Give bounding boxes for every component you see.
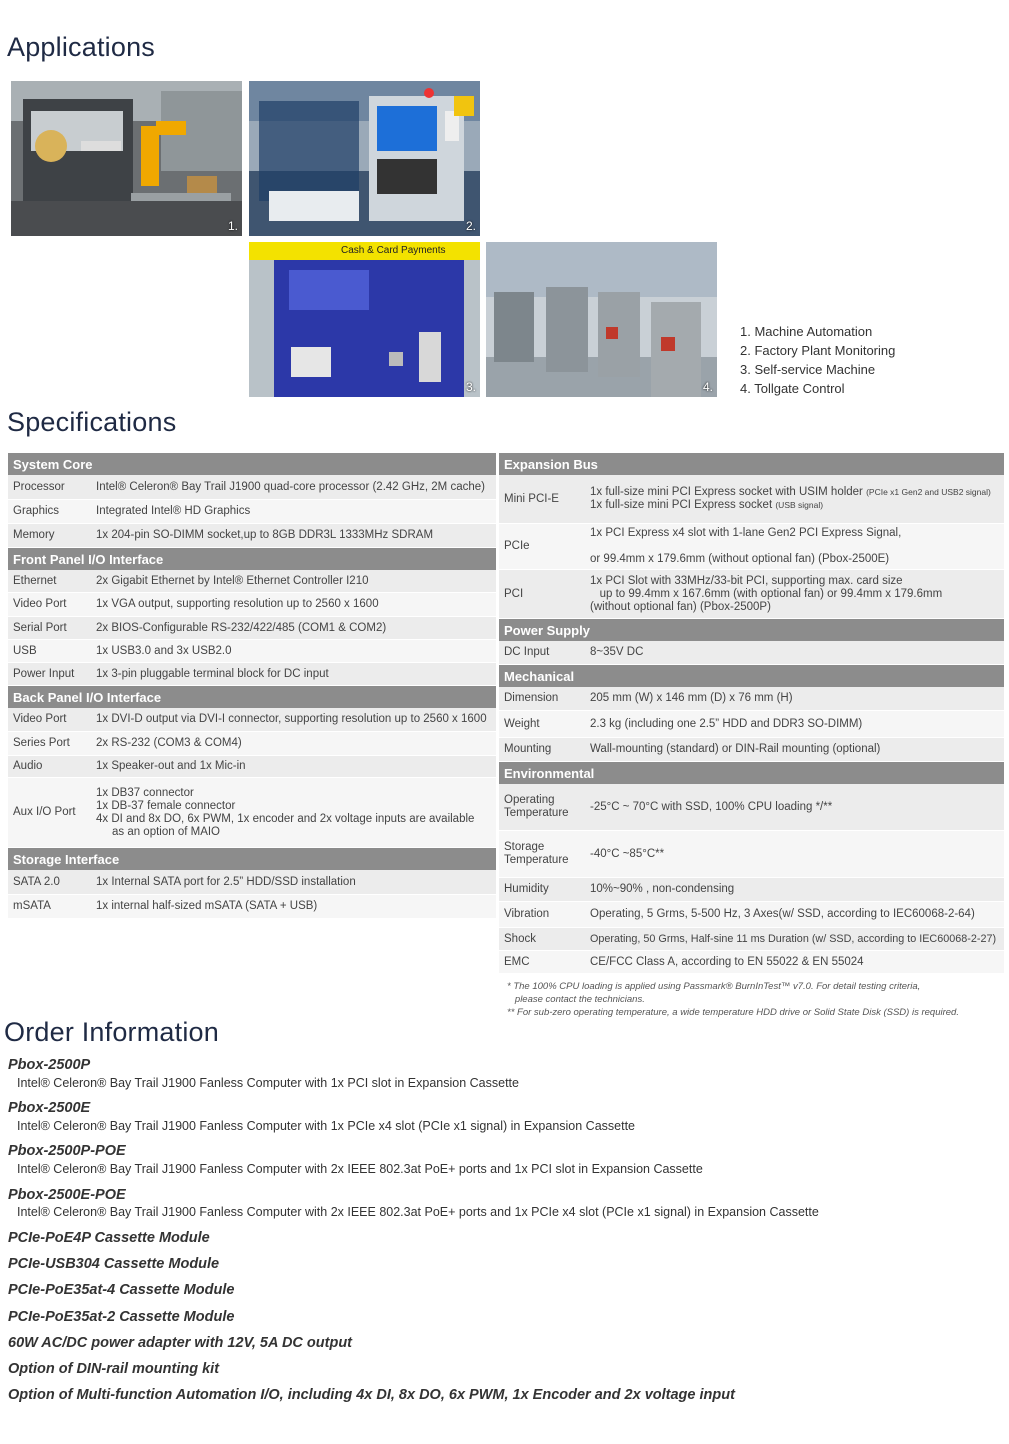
spec-value: 1x DVI-D output via DVI-I connector, supporting resolution up to 2560 x 1600	[96, 713, 487, 725]
product-name: Pbox-2500E	[8, 1100, 91, 1116]
spec-key: Humidity	[504, 883, 549, 895]
product-name: Pbox-2500P	[8, 1057, 91, 1073]
applications-heading: Applications	[7, 32, 155, 62]
spec-value: Wall-mounting (standard) or DIN-Rail mounting (optional)	[590, 743, 881, 755]
table-row	[8, 593, 496, 617]
list-item: 4. Tollgate Control	[740, 381, 845, 396]
table-row	[499, 570, 1004, 619]
applications-list	[740, 322, 895, 398]
option-item: Option of DIN-rail mounting kit	[8, 1361, 220, 1377]
photo-tollgate-control	[486, 242, 717, 397]
table-row	[8, 870, 496, 895]
option-item: 60W AC/DC power adapter with 12V, 5A DC output	[8, 1335, 353, 1351]
value-line: (without optional fan) (Pbox-2500P)	[590, 600, 771, 613]
footnote: * The 100% CPU loading is applied using Passmark® BurnInTest™ v7.0. For detail testing criteria,	[507, 981, 921, 992]
photo-factory-plant-monitoring	[249, 81, 480, 236]
spec-value: Integrated Intel® HD Graphics	[96, 505, 251, 517]
table-row	[499, 738, 1004, 762]
product-description: Intel® Celeron® Bay Trail J1900 Fanless Computer with 2x IEEE 802.3at PoE+ ports and 1x PCIe x4 slot (PCIe x1 signal) in Expansion Cassette	[17, 1205, 819, 1219]
value-line: 1x full-size mini PCI Express socket with USIM holder (PCIe x1 Gen2 and USB2 signal)	[590, 486, 991, 498]
option-item: PCIe-PoE35at-4 Cassette Module	[8, 1282, 235, 1298]
spec-value: -25°C ~ 70°C with SSD, 100% CPU loading */**	[590, 800, 833, 813]
table-row	[8, 756, 496, 778]
footnote: ** For sub-zero operating temperature, a wide temperature HDD drive or Solid State Disk (SSD) is required.	[507, 1007, 959, 1018]
spec-value: 1x 204-pin SO-DIMM socket,up to 8GB DDR3L 1333MHz SDRAM	[96, 529, 434, 541]
section-header: Back Panel I/O Interface	[8, 686, 496, 708]
spec-key: USB	[13, 644, 37, 657]
spec-value: CE/FCC Class A, according to EN 55022 & EN 55024	[590, 955, 864, 968]
table-row	[8, 640, 496, 663]
value-line: 1x DB37 connector	[96, 786, 194, 799]
order-heading: Order Information	[4, 1017, 219, 1047]
table-row	[499, 475, 1004, 524]
spec-key: Video Port	[13, 598, 67, 610]
list-item: 1. Machine Automation	[740, 324, 873, 339]
spec-value	[590, 486, 991, 512]
spec-value: 8~35V DC	[590, 646, 644, 658]
spec-table-right	[499, 453, 1004, 974]
section-header: Power Supply	[499, 619, 1004, 641]
table-row	[499, 711, 1004, 738]
option-item: PCIe-PoE35at-2 Cassette Module	[8, 1309, 235, 1325]
product-description: Intel® Celeron® Bay Trail J1900 Fanless Computer with 1x PCI slot in Expansion Cassette	[17, 1076, 519, 1090]
spec-key: Mini PCI-E	[504, 492, 559, 505]
table-row	[499, 784, 1004, 831]
table-row	[499, 951, 1004, 974]
spec-value: Intel® Celeron® Bay Trail J1900 quad-core processor (2.42 GHz, 2M cache)	[96, 480, 485, 493]
spec-key: SATA 2.0	[13, 875, 60, 888]
spec-key: Serial Port	[13, 621, 67, 634]
signal-note: (USB signal)	[775, 500, 824, 510]
spec-key: Shock	[504, 932, 536, 945]
spec-value: Operating, 50 Grms, Half-sine 11 ms Duration (w/ SSD, according to IEC60068-2-27)	[590, 932, 997, 945]
table-row	[499, 831, 1004, 878]
table-row	[499, 878, 1004, 902]
photo-number: 1.	[227, 219, 238, 233]
section-header: Storage Interface	[8, 848, 496, 870]
spec-key: Weight	[504, 717, 540, 730]
product-name: Pbox-2500E-POE	[8, 1187, 126, 1203]
spec-value: 1x Speaker-out and 1x Mic-in	[96, 760, 246, 772]
specifications-heading: Specifications	[7, 407, 177, 437]
spec-value: 2x BIOS-Configurable RS-232/422/485 (COM1 & COM2)	[96, 621, 387, 634]
table-row	[499, 641, 1004, 665]
table-row	[8, 708, 496, 732]
signal-note: (PCIe x1 Gen2 and USB2 signal)	[866, 487, 991, 497]
table-row	[8, 500, 496, 524]
spec-key: mSATA	[13, 900, 51, 912]
photo-number: 3.	[465, 380, 476, 394]
table-row	[8, 524, 496, 548]
table-row	[499, 687, 1004, 711]
spec-key: Graphics	[13, 505, 60, 517]
spec-value: 1x internal half-sized mSATA (SATA + USB)	[96, 900, 318, 912]
product-description: Intel® Celeron® Bay Trail J1900 Fanless Computer with 1x PCIe x4 slot (PCIe x1 signal) in Expansion Cassette	[17, 1119, 636, 1133]
value-line: 1x PCI Express x4 slot with 1-lane Gen2 PCI Express Signal,	[590, 527, 902, 539]
spec-value: -40°C ~85°C**	[590, 847, 665, 860]
value-line: or 99.4mm x 179.6mm (without optional fan) (Pbox-2500E)	[590, 553, 890, 565]
section-header: Front Panel I/O Interface	[8, 548, 496, 570]
spec-value	[96, 787, 474, 839]
spec-value	[590, 575, 942, 614]
photo-machine-automation	[11, 81, 242, 236]
spec-table-left	[8, 453, 496, 919]
spec-value: 1x VGA output, supporting resolution up to 2560 x 1600	[96, 598, 379, 610]
table-row	[8, 475, 496, 500]
table-row	[8, 732, 496, 756]
section-header: Expansion Bus	[499, 453, 1004, 475]
spec-value	[590, 527, 901, 566]
spec-value: 1x 3-pin pluggable terminal block for DC input	[96, 667, 329, 680]
table-row	[8, 895, 496, 919]
value-line: 1x full-size mini PCI Express socket (USB signal)	[590, 499, 824, 511]
spec-value: 2x Gigabit Ethernet by Intel® Ethernet Controller I210	[96, 574, 369, 587]
value-line: up to 99.4mm x 167.6mm (with optional fan) or 99.4mm x 179.6mm	[590, 587, 943, 600]
section-header: System Core	[8, 453, 496, 475]
spec-key: Series Port	[13, 737, 70, 749]
spec-key: Video Port	[13, 713, 67, 725]
photo-number: 2.	[465, 219, 476, 233]
table-row	[8, 570, 496, 593]
product-description: Intel® Celeron® Bay Trail J1900 Fanless Computer with 2x IEEE 802.3at PoE+ ports and 1x PCI slot in Expansion Cassette	[17, 1162, 703, 1176]
list-item: 2. Factory Plant Monitoring	[740, 343, 896, 358]
option-item: Option of Multi-function Automation I/O, including 4x DI, 8x DO, 6x PWM, 1x Encoder and 2x voltage input	[8, 1387, 735, 1403]
option-item: PCIe-USB304 Cassette Module	[8, 1256, 220, 1272]
value-line: 1x PCI Slot with 33MHz/33-bit PCI, supporting max. card size	[590, 574, 903, 587]
spec-key: Audio	[13, 760, 43, 772]
spec-key: Storage Temperature	[504, 841, 569, 866]
table-row	[8, 617, 496, 640]
spec-key: Processor	[13, 480, 65, 493]
spec-footnotes	[507, 980, 959, 1019]
spec-key: Mounting	[504, 743, 552, 755]
product-name: Pbox-2500P-POE	[8, 1143, 126, 1159]
spec-value: 1x USB3.0 and 3x USB2.0	[96, 644, 232, 657]
spec-value: 205 mm (W) x 146 mm (D) x 76 mm (H)	[590, 692, 793, 704]
footnote: please contact the technicians.	[507, 994, 645, 1005]
spec-key: Operating Temperature	[504, 794, 569, 819]
value-line: 4x DI and 8x DO, 6x PWM, 1x encoder and 2x voltage inputs are available	[96, 812, 475, 825]
spec-key: Memory	[13, 529, 55, 541]
value-line	[590, 540, 901, 553]
spec-value: 1x Internal SATA port for 2.5” HDD/SSD installation	[96, 875, 356, 888]
section-header: Environmental	[499, 762, 1004, 784]
photo-self-service-machine	[249, 242, 480, 397]
spec-key: Aux I/O Port	[13, 806, 76, 818]
table-row	[499, 902, 1004, 928]
photo-number: 4.	[702, 380, 713, 394]
spec-key: Dimension	[504, 692, 559, 704]
spec-value: Operating, 5 Grms, 5-500 Hz, 3 Axes(w/ SSD, according to IEC60068-2-64)	[590, 908, 975, 920]
section-header: Mechanical	[499, 665, 1004, 687]
spec-value: 2.3 kg (including one 2.5” HDD and DDR3 SO-DIMM)	[590, 717, 863, 730]
spec-value: 10%~90% , non-condensing	[590, 883, 735, 895]
spec-key: EMC	[504, 955, 530, 968]
spec-key: PCIe	[504, 540, 530, 552]
spec-value: 2x RS-232 (COM3 & COM4)	[96, 737, 242, 749]
kiosk-sign: Cash & Card Payments	[341, 245, 446, 256]
value-line: 1x DB-37 female connector	[96, 799, 236, 812]
spec-key: Ethernet	[13, 574, 57, 587]
spec-key: DC Input	[504, 646, 550, 658]
spec-key: Power Input	[13, 667, 75, 680]
option-item: PCIe-PoE4P Cassette Module	[8, 1230, 210, 1246]
table-row	[499, 524, 1004, 570]
list-item: 3. Self-service Machine	[740, 362, 876, 377]
table-row	[8, 663, 496, 686]
spec-key: PCI	[504, 587, 524, 600]
spec-key: Vibration	[504, 908, 550, 920]
table-row	[8, 778, 496, 848]
value-line: as an option of MAIO	[96, 825, 221, 838]
table-row	[499, 928, 1004, 951]
